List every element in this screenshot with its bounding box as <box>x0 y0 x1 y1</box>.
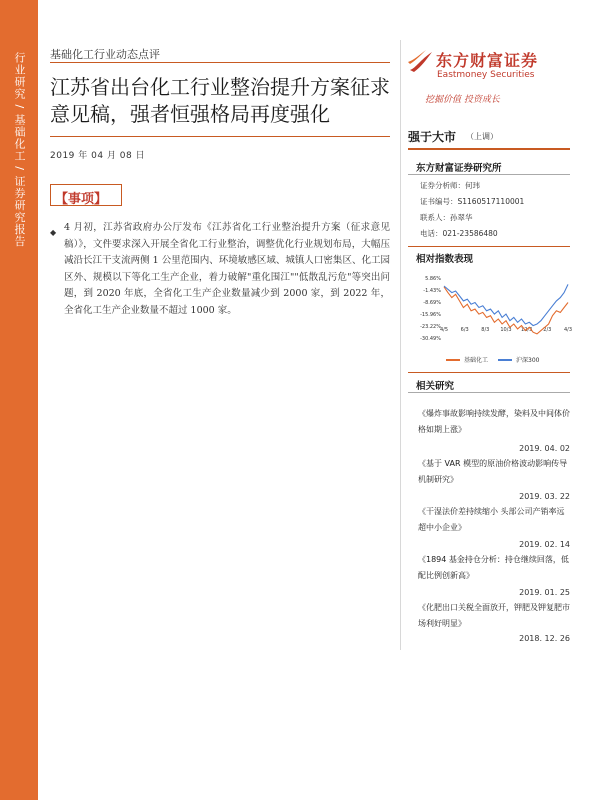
report-date: 2019 年 04 月 08 日 <box>50 151 146 161</box>
legend-label-chem: 基础化工 <box>464 357 489 364</box>
institute-divider <box>408 174 570 175</box>
section-tag-label: 【事项】 <box>55 192 108 207</box>
related-divider <box>408 392 570 393</box>
y-tick-label: 5.86% <box>425 276 441 282</box>
brand-name-en: Eastmoney Securities <box>437 70 535 80</box>
brand-logo-icon <box>406 46 436 76</box>
x-tick-label: 4/3 <box>563 327 572 333</box>
top-divider <box>50 62 390 63</box>
brand-name-cn: 东方财富证券 <box>436 51 539 70</box>
x-tick-label: 12/3 <box>521 327 533 333</box>
page-title: 江苏省出台化工行业整治提升方案征求意见稿，强者恒强格局再度强化 <box>50 75 390 126</box>
legend-label-hs300: 沪深300 <box>516 357 540 364</box>
section-tag <box>50 184 122 206</box>
title-divider <box>50 136 390 137</box>
related-item-date: 2019. 03. 22 <box>519 492 570 501</box>
related-item-title[interactable]: 《1894 基金持仓分析：持仓继续回落，低配比例创新高》 <box>418 555 569 580</box>
contact-person: 联系人：孙翠华 <box>420 213 473 222</box>
related-item-date: 2019. 01. 25 <box>519 588 570 597</box>
rating-box <box>408 124 570 150</box>
column-divider <box>400 40 401 650</box>
x-tick-label: 2/3 <box>543 327 552 333</box>
side-category-text: 行业研究 / 基础化工 / 证券研究报告 <box>13 52 26 248</box>
x-tick-label: 10/3 <box>500 327 512 333</box>
related-title: 相关研究 <box>416 381 455 392</box>
related-item-date: 2019. 02. 14 <box>519 540 570 549</box>
side-band <box>0 0 38 800</box>
contact-phone: 电话：021-23586480 <box>420 229 498 238</box>
related-item-date: 2018. 12. 26 <box>519 634 570 643</box>
related-item-title[interactable]: 《爆炸事故影响持续发酵，染料及中间体价格如期上涨》 <box>418 409 570 434</box>
brand-slogan: 挖掘价值 投资成长 <box>425 95 500 105</box>
legend-swatch-hs300 <box>498 359 512 361</box>
analyst-name: 证券分析师：何玮 <box>420 181 480 190</box>
y-tick-label: -15.96% <box>420 312 441 319</box>
y-tick-label: -1.43% <box>423 288 441 295</box>
y-tick-label: -23.22% <box>420 324 441 330</box>
x-tick-label: 6/3 <box>460 327 469 333</box>
body-paragraph: 4 月初，江苏省政府办公厅发布《江苏省化工行业整治提升方案（征求意见稿）》，文件要求深入开展全省化工行业整治，调整优化行业规划布局，大幅压减沿长江干支流两侧 1 公里范围内、环境敏感区域、城镇人口密集区、化工园区外、规模以下等化工生产企业，着力破解"重化围江""低散乱污危"等突出问题，到 2020 年底，全省化工生产企业数量减少到 2000 家，到 2022 年，全省化工生产企业数量不超过 1000 家。 <box>64 222 390 316</box>
chart-title: 相对指数表现 <box>416 254 474 265</box>
rating-sub: （上调） <box>466 132 498 141</box>
chart-top-divider <box>408 246 570 247</box>
legend-swatch-chem <box>446 359 460 361</box>
chart-legend <box>446 355 556 367</box>
related-top-divider <box>408 372 570 373</box>
x-tick-label: 8/3 <box>481 327 490 333</box>
bullet-icon: ◆ <box>50 228 57 237</box>
related-item-date: 2019. 04. 02 <box>519 444 570 453</box>
related-item-title[interactable]: 《基于 VAR 模型的原油价格波动影响传导机制研究》 <box>418 459 568 484</box>
rating-main: 强于大市 <box>408 130 457 144</box>
report-type: 基础化工行业动态点评 <box>50 48 160 61</box>
series-line-1 <box>444 284 568 325</box>
x-tick-label: 4/5 <box>439 327 449 333</box>
related-item-title[interactable]: 《化肥出口关税全面放开，钾肥及钾复肥市场利好明显》 <box>418 603 570 628</box>
y-tick-label: -8.69% <box>423 300 441 307</box>
y-tick-label: -30.49% <box>420 336 441 342</box>
institute-name: 东方财富证券研究所 <box>416 163 502 174</box>
certificate-number: 证书编号：S1160517110001 <box>420 197 525 206</box>
related-item-title[interactable]: 《干湿法价差持续缩小 头部公司产销率远超中小企业》 <box>418 507 565 532</box>
